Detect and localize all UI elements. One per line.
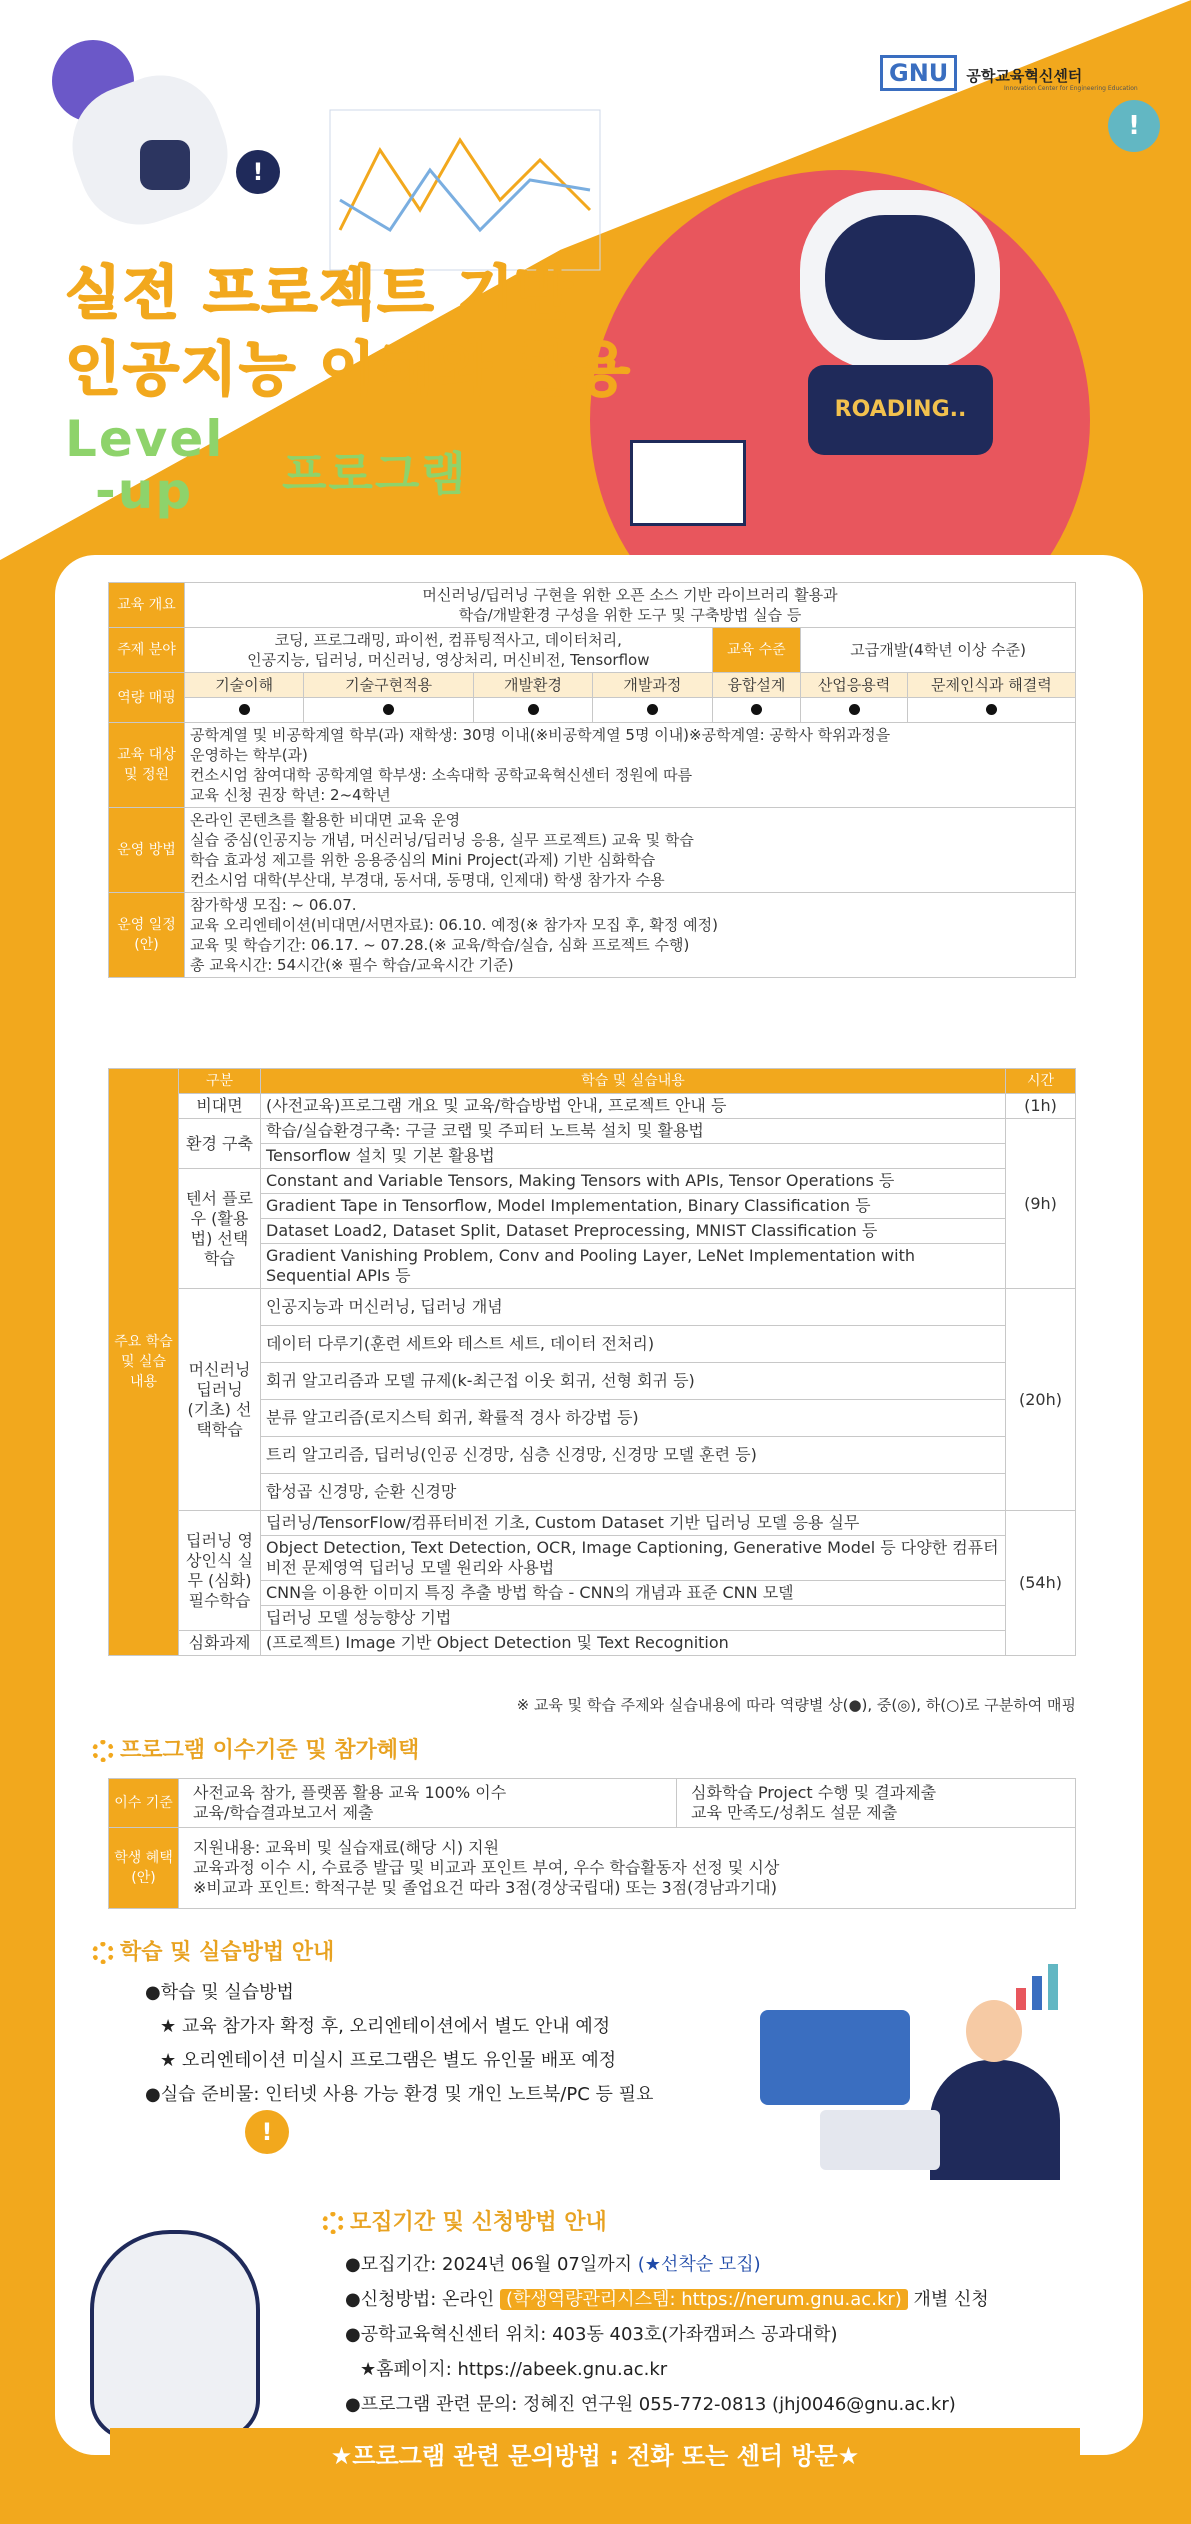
hours-cell: (9h) [1006,1119,1076,1289]
benefit-cell [179,1828,1076,1909]
comp-item: 개발환경 [473,673,592,698]
learning-line: ●학습 및 실습방법 [145,1982,294,2003]
content-cell: 분류 알고리즘(로지스틱 회귀, 확률적 경사 하강법 등) [261,1400,1006,1437]
comp-mark [473,698,592,723]
content-cell: Gradient Tape in Tensorflow, Model Implementation, Binary Classification 등 [261,1194,1006,1219]
robot-screen-text: ROADING.. [834,397,967,422]
title-up: -up [95,462,194,520]
robot-screen [808,365,993,455]
col-header: 시간 [1006,1069,1076,1094]
comp-mark [304,698,474,723]
alert-icon-2: ! [1108,100,1160,152]
completion-line: 교육 만족도/성취도 설문 제출 [691,1803,898,1822]
method-cell [185,808,1076,893]
target-line: 컨소시엄 참여대학 공학계열 학부생: 소속대학 공학교육혁신센터 정원에 따름 [190,766,693,784]
learning-line: ★ 교육 참가자 확정 후, 오리엔테이션에서 별도 안내 예정 [160,2016,611,2037]
comp-item: 융합설계 [712,673,801,698]
level-cell: 고급개발(4학년 이상 수준) [801,628,1076,673]
monitor-illustration [760,2010,910,2105]
table-row [109,1289,1076,1326]
gear-icon [92,1942,114,1964]
robot-arm-illustration [90,2230,260,2440]
content-cell: Gradient Vanishing Problem, Conv and Pooling Layer, LeNet Implementation with Sequential APIs 등 [261,1244,1006,1289]
group-label: 환경 구축 [179,1119,261,1169]
table-row [109,1119,1076,1144]
apply-link[interactable]: (학생역량관리시스템: https://nerum.gnu.ac.kr) [500,2289,908,2310]
schedule-header: 운영 일정(안) [109,893,185,978]
curriculum-side-header: 주요 학습 및 실습 내용 [109,1069,179,1656]
completion-table [108,1778,1076,1909]
title-line-2: 인공지능 이해와 활용 [65,335,632,403]
content-cell: 딥러닝/TensorFlow/컴퓨터비전 기초, Custom Dataset 기반 딥러닝 모델 응용 실무 [261,1511,1006,1536]
curriculum-table [108,1068,1076,1656]
table-row [109,808,1076,893]
content-cell: Object Detection, Text Detection, OCR, Image Captioning, Generative Model 등 다양한 컴퓨터 비전 문제영역 딥러닝 모델 원리와 사용법 [261,1536,1006,1581]
section-title-apply [322,2205,607,2236]
table-row [109,1511,1076,1536]
footer-banner [110,2428,1080,2484]
table-row [109,1094,1076,1119]
chart-icon [1010,1960,1070,2010]
content-cell: 딥러닝 모델 성능향상 기법 [261,1606,1006,1631]
apply-line-location: ●공학교육혁신센터 위치: 403동 403호(가좌캠퍼스 공과대학) [345,2324,838,2345]
title-level: Level [65,410,225,468]
table-row [109,893,1076,978]
gear-icon [322,2212,344,2234]
content-cell: Tensorflow 설치 및 기본 활용법 [261,1144,1006,1169]
overview-cell [185,583,1076,628]
apply-text: ●신청방법: 온라인 [345,2289,500,2310]
completion-line: 사전교육 참가, 플랫폼 활용 교육 100% 이수 [193,1783,507,1802]
section-title-learning [92,1935,334,1966]
comp-header: 역량 매핑 [109,673,185,723]
comp-item: 산업응용력 [801,673,908,698]
footer-text: ★프로그램 관련 문의방법 : 전화 또는 센터 방문★ [330,2442,860,2470]
overview-header: 교육 개요 [109,583,185,628]
content-cell: (사전교육)프로그램 개요 및 교육/학습방법 안내, 프로젝트 안내 등 [261,1094,1006,1119]
overview-line: 학습/개발환경 구성을 위한 도구 및 구축방법 실습 등 [458,606,802,624]
comp-item: 기술구현적용 [304,673,474,698]
group-label: 심화과제 [179,1631,261,1656]
apply-text: ●모집기간: 2024년 06월 07일까지 [345,2254,638,2275]
title-program: 프로그램 [282,447,468,501]
table-row [109,583,1076,628]
schedule-line: 교육 오리엔테이션(비대면/서면자료): 06.10. 예정(※ 참가자 모집 후, 확정 예정) [190,916,718,934]
image-icon [630,440,746,526]
title-line-1: 실전 프로젝트 기반 [65,259,574,327]
method-line: 온라인 콘텐츠를 활용한 비대면 교육 운영 [190,811,461,829]
target-line: 교육 신청 권장 학년: 2~4학년 [190,786,391,804]
comp-mark [907,698,1075,723]
overview-line: 머신러닝/딥러닝 구현을 위한 오픈 소스 기반 라이브러리 활용과 [422,586,838,604]
logo [880,55,1140,95]
alert-icon-3: ! [245,2110,289,2154]
logo-center-en: Innovation Center for Engineering Education [1004,85,1138,92]
comp-mark [593,698,712,723]
apply-line-period [345,2250,761,2276]
schedule-line: 교육 및 학습기간: 06.17. ~ 07.28.(※ 교육/학습/실습, 심화 프로젝트 수행) [190,936,690,954]
comp-mark [185,698,304,723]
table-row [109,1069,1076,1094]
apply-line-method [345,2285,989,2311]
topic-line: 인공지능, 딥러닝, 머신러닝, 영상처리, 머신비전, Tensorflow [247,651,650,669]
target-line: 운영하는 학부(과) [190,746,308,764]
target-header: 교육 대상 및 정원 [109,723,185,808]
person-illustration [930,2060,1060,2180]
content-cell: CNN을 이용한 이미지 특징 추출 방법 학습 - CNN의 개념과 표준 CNN 모델 [261,1581,1006,1606]
info-table [108,582,1076,978]
gear-badge-icon [140,140,190,190]
comp-mark [801,698,908,723]
section-title-text: 모집기간 및 신청방법 안내 [350,2210,607,2235]
col-header: 학습 및 실습내용 [261,1069,1006,1094]
target-line: 공학계열 및 비공학계열 학부(과) 재학생: 30명 이내(※비공학계열 5명 이내)※공학계열: 공학사 학위과정을 [190,726,891,744]
topic-line: 코딩, 프로그래밍, 파이썬, 컴퓨팅적사고, 데이터처리, [274,631,622,649]
completion-header: 이수 기준 [109,1779,179,1828]
method-line: 실습 중심(인공지능 개념, 머신러닝/딥러닝 응용, 실무 프로젝트) 교육 및 학습 [190,831,694,849]
target-cell [185,723,1076,808]
table-row [109,1169,1076,1194]
schedule-cell [185,893,1076,978]
apply-emphasis: (★선착순 모집) [637,2254,761,2275]
content-cell: Dataset Load2, Dataset Split, Dataset Preprocessing, MNIST Classification 등 [261,1219,1006,1244]
method-line: 컨소시엄 대학(부산대, 부경대, 동서대, 동명대, 인제대) 학생 참가자 수용 [190,871,665,889]
apply-line-homepage[interactable]: ★홈페이지: https://abeek.gnu.ac.kr [360,2359,668,2380]
comp-item: 개발과정 [593,673,712,698]
group-label: 텐서 플로우 (활용법) 선택학습 [179,1169,261,1289]
topic-header: 주제 분야 [109,628,185,673]
benefit-line: 교육과정 이수 시, 수료증 발급 및 비교과 포인트 부여, 우수 학습활동자 선정 및 시상 [193,1858,780,1877]
section-title-text: 프로그램 이수기준 및 참가혜택 [120,1738,420,1763]
laptop-illustration [820,2110,940,2170]
level-header: 교육 수준 [712,628,801,673]
comp-mark [712,698,801,723]
hours-cell: (1h) [1006,1094,1076,1119]
table-row [109,1828,1076,1909]
learning-line: ★ 오리엔테이션 미실시 프로그램은 별도 유인물 배포 예정 [160,2050,617,2071]
content-cell: 합성곱 신경망, 순환 신경망 [261,1474,1006,1511]
section-title-completion [92,1733,419,1764]
apply-text: 개별 신청 [907,2289,989,2310]
content-cell: 트리 알고리즘, 딥러닝(인공 신경망, 심층 신경망, 신경망 모델 훈련 등) [261,1437,1006,1474]
mapping-note: ※ 교육 및 학습 주제와 실습내용에 따라 역량별 상(●), 중(◎), 하(○)로 구분하여 매핑 [516,1696,1076,1714]
benefit-line: 지원내용: 교육비 및 실습재료(해당 시) 지원 [193,1838,500,1857]
logo-center: 공학교육혁신센터 [966,67,1083,85]
content-cell: 인공지능과 머신러닝, 딥러닝 개념 [261,1289,1006,1326]
completion-line: 교육/학습결과보고서 제출 [193,1803,374,1822]
completion-line: 심화학습 Project 수행 및 결과제출 [691,1783,937,1802]
schedule-line: 총 교육시간: 54시간(※ 필수 학습/교육시간 기준) [190,956,514,974]
content-cell: 회귀 알고리즘과 모델 규제(k-최근접 이웃 회귀, 선형 회귀 등) [261,1363,1006,1400]
content-cell: (프로젝트) Image 기반 Object Detection 및 Text Recognition [261,1631,1006,1656]
robot-face [825,215,975,340]
benefit-header: 학생 혜택 (안) [109,1828,179,1909]
hours-cell: (20h) [1006,1289,1076,1511]
table-row [109,1779,1076,1828]
group-label: 비대면 [179,1094,261,1119]
group-label: 딥러닝 영상인식 실무 (심화) 필수학습 [179,1511,261,1631]
table-row [109,673,1076,698]
content-cell: Constant and Variable Tensors, Making Tensors with APIs, Tensor Operations 등 [261,1169,1006,1194]
comp-item: 기술이해 [185,673,304,698]
method-header: 운영 방법 [109,808,185,893]
table-row [109,628,1076,673]
apply-line-contact: ●프로그램 관련 문의: 정혜진 연구원 055-772-0813 (jhj0046@gnu.ac.kr) [345,2394,956,2415]
logo-brand: GNU [880,55,957,91]
gear-icon [92,1740,114,1762]
topic-cell [185,628,713,673]
alert-icon: ! [236,150,280,194]
col-header: 구분 [179,1069,261,1094]
table-row [109,698,1076,723]
group-label: 머신러닝 딥러닝 (기초) 선택학습 [179,1289,261,1511]
learning-line: ●실습 준비물: 인터넷 사용 가능 환경 및 개인 노트북/PC 등 필요 [145,2084,654,2105]
completion-right [677,1779,1076,1828]
hours-cell: (54h) [1006,1511,1076,1656]
table-row [109,723,1076,808]
benefit-line: ※비교과 포인트: 학적구분 및 졸업요건 따라 3점(경상국립대) 또는 3점(경남과기대) [193,1878,777,1897]
table-row [109,1631,1076,1656]
method-line: 학습 효과성 제고를 위한 응용중심의 Mini Project(과제) 기반 심화학습 [190,851,656,869]
section-title-text: 학습 및 실습방법 안내 [120,1940,335,1965]
content-cell: 데이터 다루기(훈련 세트와 테스트 세트, 데이터 전처리) [261,1326,1006,1363]
content-cell: 학습/실습환경구축: 구글 코랩 및 주피터 노트북 설치 및 활용법 [261,1119,1006,1144]
comp-item: 문제인식과 해결력 [907,673,1075,698]
schedule-line: 참가학생 모집: ~ 06.07. [190,896,357,914]
completion-left [179,1779,677,1828]
